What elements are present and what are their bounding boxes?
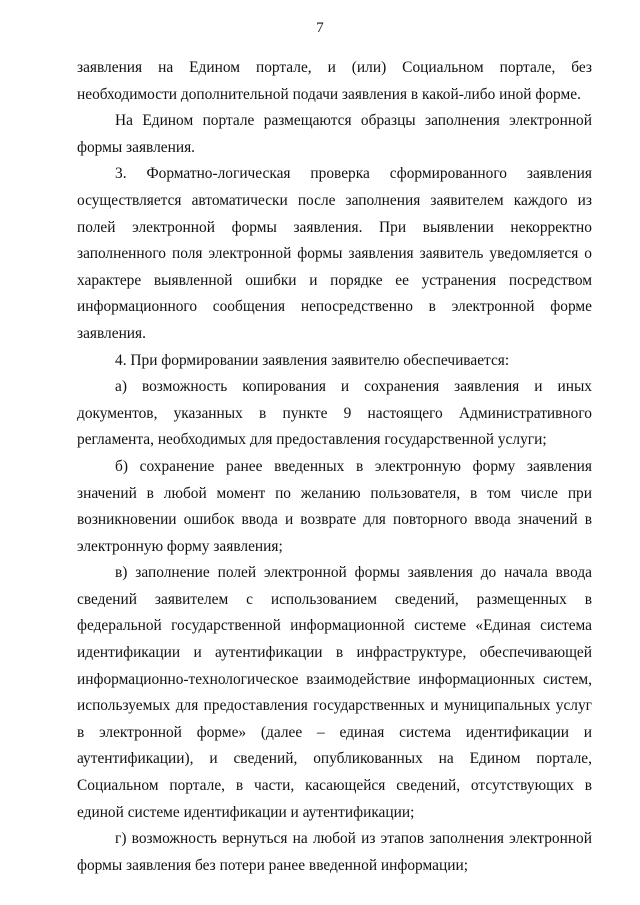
document-body <box>77 55 592 879</box>
paragraph-item-3: 3. Форматно-логическая проверка сформированного заявления осуществляется автоматически после заполнения заявителем каждого из полей электронной формы заявления. При выявлении некорректно заполненного поля электронной формы заявления заявитель уведомляется о характере выявленной ошибки и порядке ее устранения посредством информационного сообщения непосредственно в электронной форме заявления. <box>77 165 592 342</box>
paragraph-subitem-b: б) сохранение ранее введенных в электронную форму заявления значений в любой момент по желанию пользователя, в том числе при возникновении ошибок ввода и возврате для повторного ввода значений в электронную форму заявления; <box>77 457 592 555</box>
page-number: 7 <box>316 20 324 36</box>
paragraph-item-4: 4. При формировании заявления заявителю обеспечивается: <box>115 351 510 369</box>
paragraph-subitem-a: а) возможность копирования и сохранения заявления и иных документов, указанных в пункте 9 настоящего Административного регламента, необходимых для предоставления государственной услуги; <box>77 378 592 449</box>
paragraph-subitem-g: г) возможность вернуться на любой из этапов заполнения электронной формы заявления без потери ранее введенной информации; <box>77 830 592 874</box>
paragraph-samples: На Едином портале размещаются образцы заполнения электронной формы заявления. <box>77 112 592 156</box>
paragraph-continuation: заявления на Едином портале, и (или) Социальном портале, без необходимости дополнительной подачи заявления в какой-либо иной форме. <box>77 59 592 103</box>
paragraph-subitem-v: в) заполнение полей электронной формы заявления до начала ввода сведений заявителем с использованием сведений, размещенных в федеральной государственной информационной системе «Единая система идентификации и аутентификации в инфраструктуре, обеспечивающей информационно-технологическое взаимодействие информационных систем, используемых для предоставления государственных и муниципальных услуг в электронной форме» (далее – единая система идентификации и аутентификации), и сведений, опубликованных на Едином портале, Социальном портале, в части, касающейся сведений, отсутствующих в единой системе идентификации и аутентификации; <box>77 564 592 821</box>
